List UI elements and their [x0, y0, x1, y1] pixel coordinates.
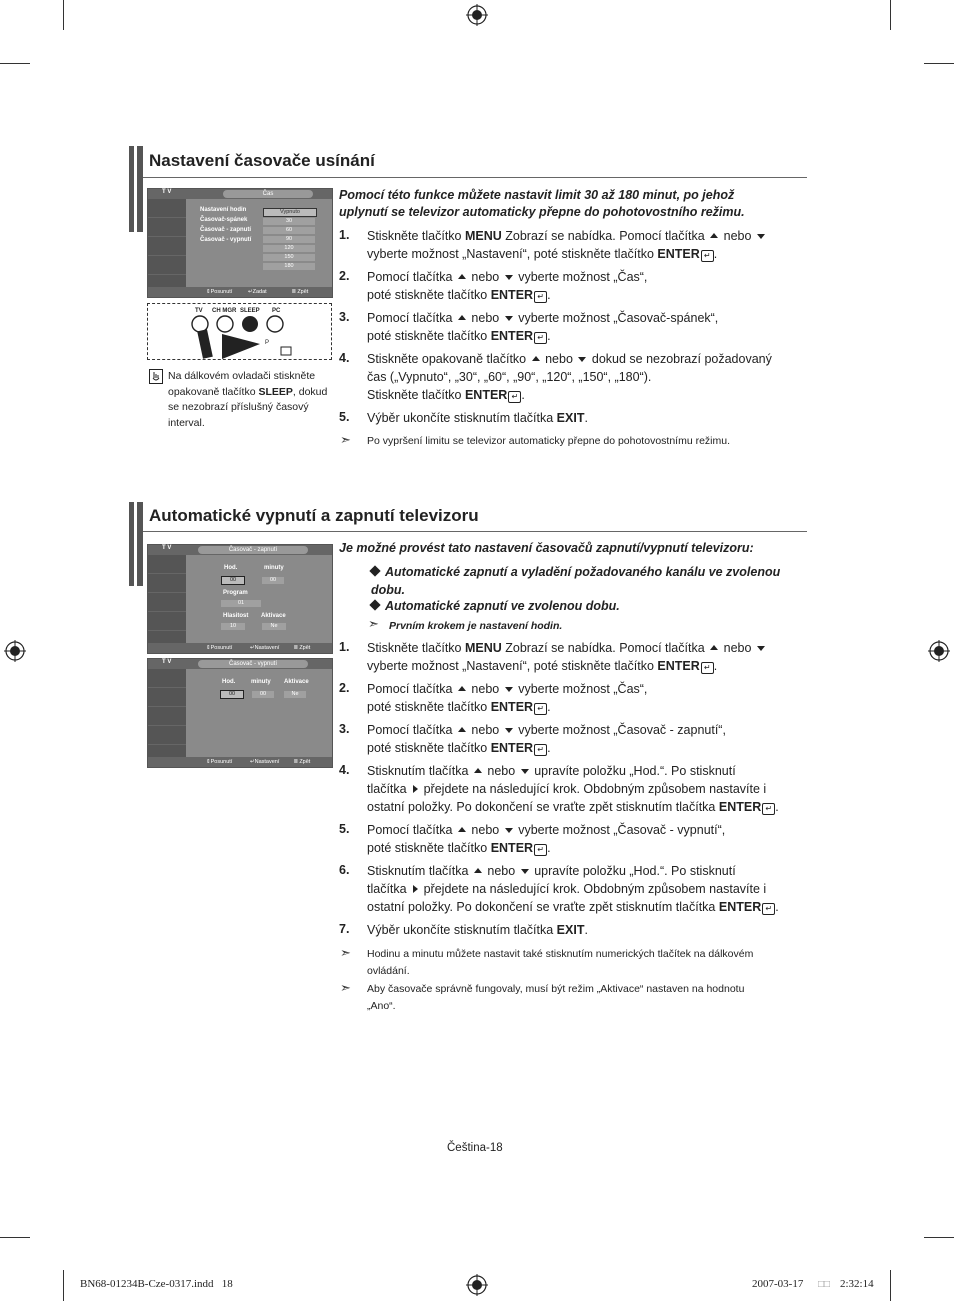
bullet-note: Prvním krokem je nastavení hodin. [389, 620, 563, 632]
hand-note-icon [149, 369, 163, 384]
section-accent-bar [129, 502, 143, 586]
step-5: Výběr ukončíte stisknutím tlačítka EXIT. [367, 411, 588, 425]
crop-mark [924, 1237, 954, 1238]
enter-icon: ↵ [534, 291, 547, 303]
crop-mark [0, 1237, 30, 1238]
crop-mark [63, 0, 64, 30]
print-date: 2007-03-17 [752, 1278, 804, 1290]
section-title: Automatické vypnutí a zapnutí televizoru [149, 506, 479, 525]
step-6: Stisknutím tlačítka nebo upravíte položku „Hod.“. Po stisknutí tlačítka přejdete na následující krok. Obdobným způsobem nastavíte i ostatní položky. Po dokončení se vraťte zpět stisknutím tlačítka ENTER ↵ . [367, 864, 779, 914]
registration-mark-icon [466, 4, 488, 26]
note-arrow-icon: ➣ [368, 616, 379, 631]
section-title: Nastavení časovače usínání [149, 151, 375, 170]
step-4: Stisknutím tlačítka nebo upravíte položku „Hod.“. Po stisknutí tlačítka přejdete na následující krok. Obdobným způsobem nastavíte i ostatní položky. Po dokončení se vraťte zpět stisknutím tlačítka ENTER ↵ . [367, 764, 779, 814]
bullet-item: Automatické zapnutí ve zvolenou dobu. [371, 598, 811, 615]
remote-control-illustration: P TV CH MGR SLEEP PC [147, 303, 332, 360]
section-rule [143, 177, 807, 178]
tv-menu-sidebar [148, 555, 186, 643]
crop-mark [924, 63, 954, 64]
tv-menu-sidebar [148, 669, 186, 757]
file-name: BN68-01234B-Cze-0317.indd 18 [80, 1278, 233, 1290]
section-note: Aby časovače správně fungovaly, musí být režim „Aktivace“ nastaven na hodnotu „Ano“. [367, 983, 745, 1012]
section-accent-bar [129, 146, 143, 232]
enter-icon: ↵ [534, 332, 547, 344]
note-arrow-icon: ➣ [340, 945, 351, 960]
tv-menu-timer-on: T V Časovač - zapnutí Hod. minuty 00 00 Program 01 Hlasitost Aktivace 10 Ne ⇕Posunutí ↵Nastavení Ⅲ Zpět [147, 544, 333, 654]
registration-mark-icon [466, 1274, 488, 1296]
step-2: Pomocí tlačítka nebo vyberte možnost „Čas“, poté stiskněte tlačítko ENTER ↵ . [367, 682, 648, 714]
page-number: Čeština-18 [447, 1142, 503, 1154]
enter-icon: ↵ [534, 744, 547, 756]
enter-icon: ↵ [762, 903, 775, 915]
print-time: 2:32:14 [840, 1278, 874, 1290]
step-5: Pomocí tlačítka nebo vyberte možnost „Časovač - vypnutí“, poté stiskněte tlačítko ENTER ↵ . [367, 823, 726, 855]
step-4: Stiskněte opakovaně tlačítko nebo dokud se nezobrazí požadovaný čas („Vypnuto“, „30“, „60“, „90“, „120“, „150“, „180“). Stiskněte tlačítko ENTER ↵ . [367, 352, 772, 402]
step-1: Stiskněte tlačítko MENU Zobrazí se nabídka. Pomocí tlačítka nebo vyberte možnost „Nastavení“, poté stiskněte tlačítko ENTER ↵ . [367, 639, 807, 675]
remote-note: Na dálkovém ovladači stiskněte opakovaně tlačítko SLEEP, dokud se nezobrazí příslušný časový interval. [168, 370, 328, 429]
crop-mark [0, 63, 30, 64]
crop-mark [63, 1270, 64, 1301]
tv-menu-timer-off: T V Časovač - vypnutí Hod. minuty Aktivace 00 00 Ne ⇕Posunutí ↵Nastavení Ⅲ Zpět [147, 658, 333, 768]
step-2: Pomocí tlačítka nebo vyberte možnost „Čas“, poté stiskněte tlačítko ENTER ↵ . [367, 270, 648, 302]
diamond-bullet-icon [369, 565, 380, 576]
section-intro: Je možné provést tato nastavení časovačů zapnutí/vypnutí televizoru: [339, 541, 754, 555]
crop-mark [890, 0, 891, 30]
svg-text:P: P [265, 340, 270, 346]
step-7: Výběr ukončíte stisknutím tlačítka EXIT. [367, 923, 588, 937]
registration-mark-icon [4, 640, 26, 662]
section-rule [143, 531, 807, 532]
section-intro: Pomocí této funkce můžete nastavit limit 30 až 180 minut, po jehož uplynutí se televizor automaticky přepne do pohotovostního režimu. [339, 188, 745, 219]
bullet-item: Automatické zapnutí a vyladění požadovaného kanálu ve zvolenou dobu. [371, 565, 781, 597]
section-note: Po vypršení limitu se televizor automaticky přepne do pohotovostnímu režimu. [367, 435, 731, 447]
diamond-bullet-icon [369, 599, 380, 610]
enter-icon: ↵ [762, 803, 775, 815]
step-3: Pomocí tlačítka nebo vyberte možnost „Časovač - zapnutí“, poté stiskněte tlačítko ENTER ↵ . [367, 723, 726, 755]
enter-icon: ↵ [508, 391, 521, 403]
placeholder-glyphs: □□ [818, 1279, 831, 1290]
enter-icon: ↵ [701, 662, 714, 674]
note-arrow-icon: ➣ [340, 980, 351, 995]
step-3: Pomocí tlačítka nebo vyberte možnost „Časovač-spánek“, poté stiskněte tlačítko ENTER ↵ . [367, 311, 719, 343]
tv-menu-sleep-timer: T V Čas Nastavení hodin Časovač-spánek Časovač - zapnutí Časovač - vypnutí Vypnuto 30 60 90 120 150 180 ⇕Posunutí ↵Zadat Ⅲ Zpět [147, 188, 333, 298]
crop-mark [890, 1270, 891, 1301]
registration-mark-icon [928, 640, 950, 662]
section-note: Hodinu a minutu můžete nastavit také stisknutím numerických tlačítek na dálkovém ovládání. [367, 948, 754, 977]
tv-option-selected: Vypnuto [263, 208, 317, 217]
note-arrow-icon: ➣ [340, 432, 351, 447]
enter-icon: ↵ [534, 703, 547, 715]
step-1: Stiskněte tlačítko MENU Zobrazí se nabídka. Pomocí tlačítka nebo vyberte možnost „Nastavení“, poté stiskněte tlačítko ENTER ↵ . [367, 227, 807, 263]
enter-icon: ↵ [534, 844, 547, 856]
tv-menu-sidebar [148, 199, 186, 287]
enter-icon: ↵ [701, 250, 714, 262]
